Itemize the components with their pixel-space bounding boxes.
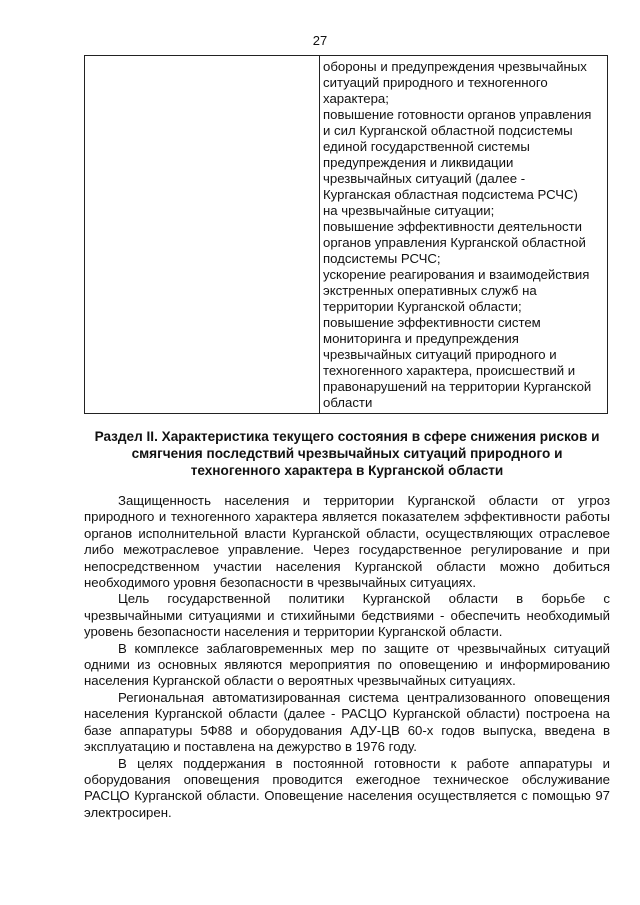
table-line: экстренных оперативных служб на — [323, 283, 537, 298]
section-body — [84, 493, 610, 821]
table-line: повышение эффективности систем — [323, 315, 541, 330]
paragraph: Цель государственной политики Курганской области в борьбе с чрезвычайными ситуациями и стихийными бедствиями - обеспечить необходимый уровень безопасности населения и территории Курганской области. — [84, 591, 610, 640]
table-line: Курганская областная подсистема РСЧС) — [323, 187, 578, 202]
paragraph: В комплексе заблаговременных мер по защите от чрезвычайных ситуаций одними из основных являются мероприятия по оповещению и информированию населения Курганской области о вероятных чрезвычайных ситуациях. — [84, 640, 610, 689]
section-heading-line: Раздел II. Характеристика текущего состояния в сфере снижения рисков и — [94, 429, 600, 444]
section-heading — [84, 428, 610, 479]
table-line: территории Курганской области; — [323, 299, 522, 314]
paragraph: Защищенность населения и территории Курганской области от угроз природного и техногенного характера является показателем эффективности работы органов исполнительной власти Курганской области, осуществляющих отраслевое либо межотраслевое управление. Через государственное регулирование и при непосредственном участии населения Курганской области можно добиться необходимого уровня безопасности в чрезвычайных ситуациях. — [84, 493, 610, 591]
table-line: техногенного характера, происшествий и — [323, 363, 576, 378]
table-line: предупреждения и ликвидации — [323, 155, 514, 170]
table-line: чрезвычайных ситуаций природного и — [323, 347, 557, 362]
table-row — [85, 56, 608, 414]
goals-table — [84, 55, 608, 414]
table-line: области — [323, 395, 373, 410]
table-line: ускорение реагирования и взаимодействия — [323, 267, 590, 282]
table-line: на чрезвычайные ситуации; — [323, 203, 495, 218]
table-line: органов управления Курганской областной — [323, 235, 586, 250]
paragraph: В целях поддержания в постоянной готовности к работе аппаратуры и оборудования оповещения проводится ежегодное техническое обслуживание РАСЦО Курганской области. Оповещение населения осуществляется с помощью 97 электросирен. — [84, 755, 610, 820]
section-heading-line: техногенного характера в Курганской области — [190, 463, 504, 478]
table-line: правонарушений на территории Курганской — [323, 379, 592, 394]
table-cell-goals — [320, 56, 608, 414]
table-line: и сил Курганской областной подсистемы — [323, 123, 573, 138]
table-line: повышение эффективности деятельности — [323, 219, 583, 234]
table-line: чрезвычайных ситуаций (далее - — [323, 171, 526, 186]
table-line: характера; — [323, 91, 389, 106]
table-line: подсистемы РСЧС; — [323, 251, 441, 266]
table-line: повышение готовности органов управления — [323, 107, 592, 122]
table-line: обороны и предупреждения чрезвычайных — [323, 59, 587, 74]
table-cell-empty — [85, 56, 320, 414]
table-line: единой государственной системы — [323, 139, 530, 154]
table-line: мониторинга и предупреждения — [323, 331, 519, 346]
table-line: ситуаций природного и техногенного — [323, 75, 548, 90]
section-heading-line: смягчения последствий чрезвычайных ситуаций природного и — [131, 446, 563, 461]
paragraph: Региональная автоматизированная система централизованного оповещения населения Курганской области (далее - РАСЦО Курганской области) построена на базе аппаратуры 5Ф88 и оборудования АДУ-ЦВ 60-х годов выпуска, введена в эксплуатацию и поставлена на дежурство в 1976 году. — [84, 689, 610, 755]
page-number: 27 — [312, 33, 328, 48]
